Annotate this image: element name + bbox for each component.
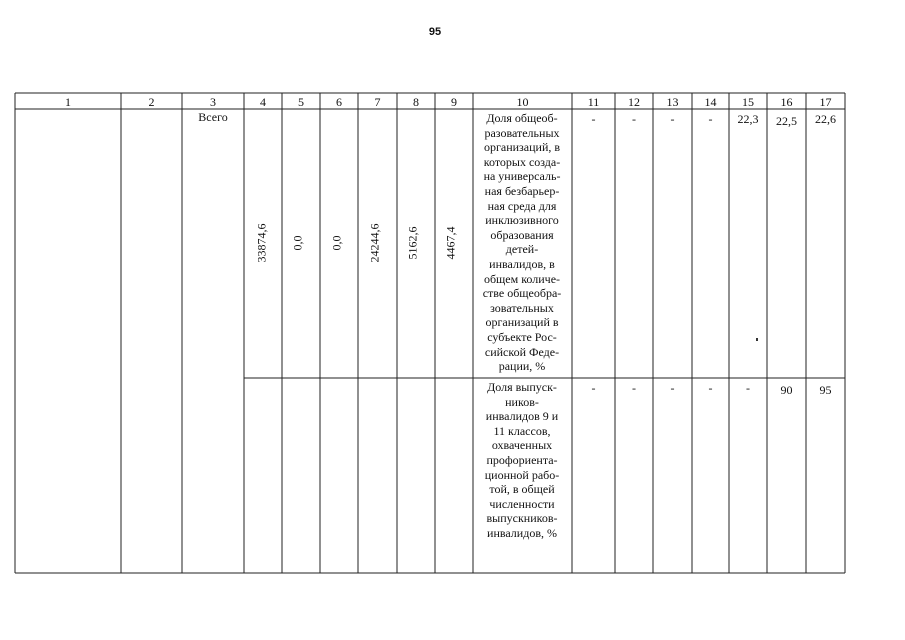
header-col-4: 4 — [260, 95, 266, 109]
scan-speck — [756, 338, 758, 341]
indicator-2-value-col-14: - — [708, 381, 713, 395]
indicator-1-value-col-14: - — [708, 112, 713, 126]
funding-col-5: 0,0 — [290, 235, 305, 251]
header-col-9: 9 — [451, 95, 457, 109]
indicator-1-value-col-13: - — [670, 112, 675, 126]
header-col-11: 11 — [587, 95, 600, 109]
header-col-6: 6 — [336, 95, 342, 109]
page-number: 95 — [428, 26, 442, 38]
indicator-2-value-col-16: 90 — [780, 383, 793, 397]
indicator-2-value-col-15: - — [746, 381, 750, 395]
funding-col-4: 33874,6 — [254, 223, 269, 263]
header-col-8: 8 — [413, 95, 419, 109]
indicator-2-value-col-11: - — [591, 381, 596, 395]
indicator-1-value-col-12: - — [632, 112, 636, 126]
header-col-5: 5 — [298, 95, 304, 109]
header-col-13: 13 — [666, 95, 679, 109]
indicator-2-value-col-13: - — [670, 381, 675, 395]
funding-col-8: 5162,6 — [405, 226, 420, 260]
header-col-14: 14 — [704, 95, 717, 109]
indicator-1-text: Доля общеоб- разовательных организаций, в которых созда- на универсаль- ная безбарьер- ная среда для инклюзивного образования детей- инвалидов, в общем количе- стве общеобра- зовательных организаций в субъекте Рос- сийской Феде- рации, % — [482, 111, 562, 374]
indicator-1-value-col-17: 22,6 — [815, 112, 836, 126]
header-col-7: 7 — [374, 95, 381, 109]
header-col-1: 1 — [65, 95, 71, 109]
indicator-1-value-col-15: 22,3 — [737, 112, 759, 126]
header-col-2: 2 — [148, 95, 155, 109]
indicator-1-value-col-11: - — [591, 112, 596, 126]
header-col-17: 17 — [819, 95, 832, 109]
funding-col-7: 24244,6 — [367, 223, 382, 263]
header-col-16: 16 — [780, 95, 793, 109]
header-col-15: 15 — [742, 95, 754, 109]
header-col-3: 3 — [210, 95, 216, 109]
header-col-12: 12 — [628, 95, 640, 109]
header-col-10: 10 — [516, 95, 529, 109]
row-label-total: Всего — [198, 110, 228, 124]
funding-col-6: 0,0 — [329, 235, 344, 251]
indicator-2-value-col-12: - — [632, 381, 636, 395]
indicator-1-value-col-16: 22,5 — [776, 114, 797, 128]
indicator-2-value-col-17: 95 — [819, 383, 832, 397]
funding-col-9: 4467,4 — [443, 226, 458, 260]
indicator-2-text: Доля выпуск- ников- инвалидов 9 и 11 классов, охваченных профориента- ционной рабо- той, в общей численности выпускников- инвалидов, % — [484, 380, 560, 540]
